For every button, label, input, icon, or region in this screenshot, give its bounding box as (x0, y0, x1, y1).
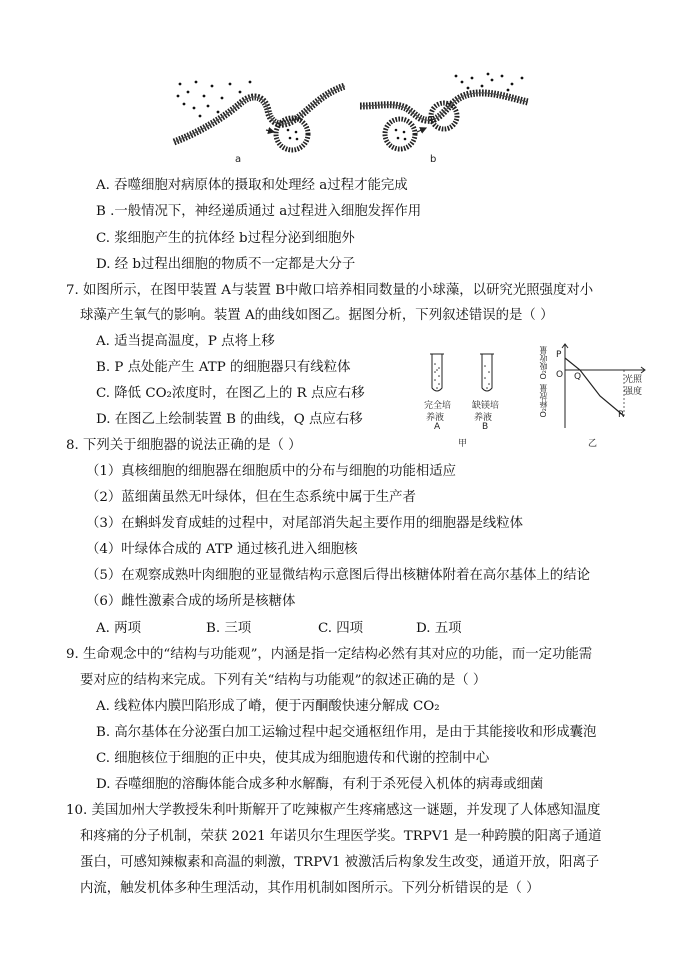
q8-option-a: A. 两项 (96, 621, 141, 636)
q10-stem-line-4: 内流，触发机体多种生理活动，其作用机制如图所示。下列分析错误的是（ ） (80, 881, 540, 896)
q8-option-c: C. 四项 (318, 621, 364, 636)
q10-stem-line-2: 和疼痛的分子机制，荣获 2021 年诺贝尔生理医学奖。TRPV1 是一种跨膜的阳离子通道 (80, 829, 602, 844)
q10-stem-line-3: 蛋白，可感知辣椒素和高温的刺激，TRPV1 被激活后构象发生改变，通道开放，阳离子 (80, 855, 600, 870)
q8-item-2: （2）蓝细菌虽然无叶绿体，但在生态系统中属于生产者 (86, 490, 416, 505)
q6-option-a: A. 吞噬细胞对病原体的摄取和处理经 a过程才能完成 (96, 178, 408, 193)
q8-option-d: D. 五项 (416, 621, 462, 636)
tube-a-label-2: 养液 (426, 413, 445, 423)
q8-item-5: （5）在观察成熟叶肉细胞的亚显微结构示意图后得出核糖体附着在高尔基体上的结论 (86, 568, 590, 583)
q8-option-b: B. 三项 (206, 621, 252, 636)
q9-option-a: A. 线粒体内膜凹陷形成了嵴，便于丙酮酸快速分解成 CO₂ (96, 699, 440, 714)
caption-yi: 乙 (588, 439, 598, 449)
figure-label-b: b (430, 154, 437, 165)
q6-option-b: B .一般情况下，神经递质通过 a过程进入细胞发挥作用 (96, 204, 422, 219)
point-p-label: P (556, 350, 562, 360)
membrane-transport-figure (170, 72, 530, 170)
q10-stem-line-1: 10. 美国加州大学教授朱利叶斯解开了吃辣椒产生疼痛感这一谜题，并发现了人体感知温度 (66, 803, 601, 818)
x-axis-label-2: 强度 (624, 387, 643, 397)
point-q-label: Q (574, 372, 582, 382)
y-axis-up-label: O₂吸收量 (539, 346, 548, 380)
q7-option-d: D. 在图乙上绘制装置 B 的曲线，Q 点应右移 (96, 412, 363, 427)
q8-item-4: （4）叶绿体合成的 ATP 通过核孔进入细胞核 (86, 542, 358, 557)
tube-b-letter: B (482, 422, 489, 432)
q8-item-3: （3）在蝌蚪发育成蛙的过程中，对尾部消失起主要作用的细胞器是线粒体 (86, 516, 524, 531)
q7-stem-line-1: 7. 如图所示，在图甲装置 A与装置 B中敞口培养相同数量的小球藻，以研究光照强度对小 (66, 283, 594, 298)
figure-label-a: a (235, 154, 242, 165)
origin-label: O (556, 370, 564, 380)
q7-option-c: C. 降低 CO₂浓度时，在图乙上的 R 点应右移 (96, 386, 365, 401)
tube-b-label-1: 缺镁培 (472, 401, 500, 411)
x-axis-label-1: 光照 (624, 375, 643, 385)
q9-option-b: B. 高尔基体在分泌蛋白加工运输过程中起交通枢纽作用，是由于其能接收和形成囊泡 (96, 725, 597, 740)
q8-stem: 8. 下列关于细胞器的说法正确的是（ ） (66, 438, 302, 453)
q7-stem-line-2: 球藻产生氧气的影响。装置 A的曲线如图乙。据图分析，下列叙述错误的是（ ） (80, 308, 554, 323)
q9-option-d: D. 吞噬细胞的溶酶体能合成多种水解酶，有利于杀死侵入机体的病毒或细菌 (96, 777, 544, 792)
q6-option-c: C. 浆细胞产生的抗体经 b过程分泌到细胞外 (96, 231, 355, 246)
q8-item-6: （6）雌性激素合成的场所是核糖体 (86, 594, 296, 609)
q9-stem-line-1: 9. 生命观念中的“结构与功能观”，内涵是指一定结构必然有其对应的功能，而一定功能需 (66, 647, 593, 662)
point-r-label: R (618, 410, 625, 420)
q7-option-b: B. P 点处能产生 ATP 的细胞器只有线粒体 (96, 360, 351, 375)
q7-option-a: A. 适当提高温度，P 点将上移 (96, 334, 275, 349)
q9-option-c: C. 细胞核位于细胞的正中央，使其成为细胞遗传和代谢的控制中心 (96, 751, 490, 766)
q6-option-d: D. 经 b过程出细胞的物质不一定都是大分子 (96, 257, 356, 272)
tube-a-letter: A (434, 422, 441, 432)
tube-a-label-1: 完全培 (424, 401, 452, 411)
q9-stem-line-2: 要对应的结构来完成。下列有关“结构与功能观”的叙述正确的是（ ） (80, 673, 487, 688)
q8-item-1: （1）真核细胞的细胞器在细胞质中的分布与细胞的功能相适应 (86, 464, 457, 479)
caption-jia: 甲 (458, 439, 468, 449)
tube-b-label-2: 养液 (474, 413, 493, 423)
y-axis-down-label: O₂释放量 (539, 384, 548, 418)
